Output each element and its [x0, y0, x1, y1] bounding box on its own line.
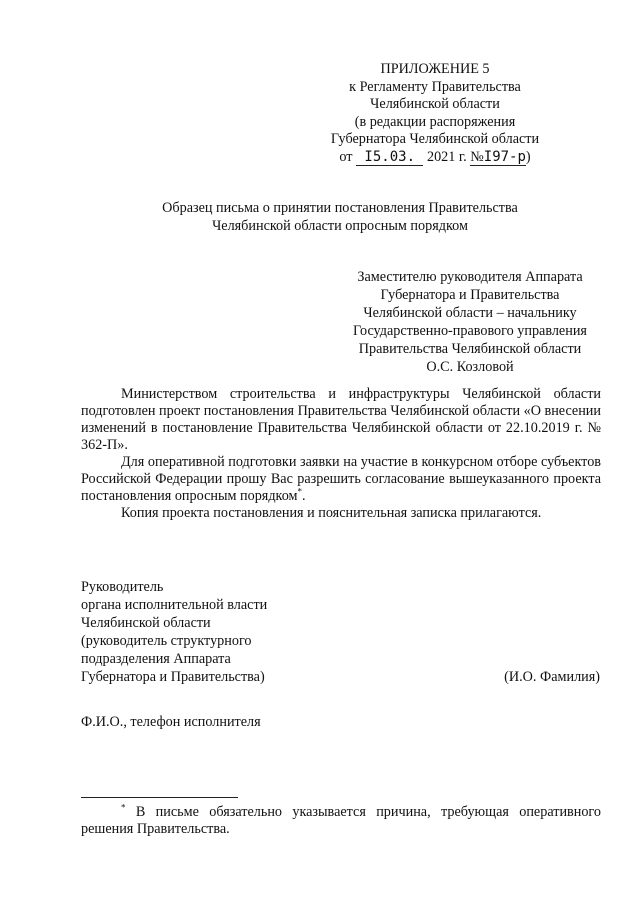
addressee-block [320, 269, 620, 377]
footnote-mark: * [297, 486, 303, 497]
footnote-divider [81, 797, 238, 798]
footnote-mark: * [121, 802, 126, 813]
body-paragraph: Министерством строительства и инфраструктуры Челябинской области подготовлен проект постановления Правительства Челябинской области «О внесении изменений в постановление Правительства Челябинской области от 22.10.2019 г. № 362-П». [81, 386, 601, 453]
body-paragraph: Для оперативной подготовки заявки на участие в конкурсном отборе субъектов Российской Федерации прошу Вас разрешить согласование вышеуказанного проекта постановления опросным порядком*. [81, 454, 601, 504]
signature-line: органа исполнительной власти [81, 597, 268, 613]
date-prefix: от [339, 148, 353, 165]
document-number: №I97-р [470, 148, 526, 165]
addressee-name: О.С. Козловой [426, 359, 514, 375]
addressee-line: Государственно-правового управления [353, 323, 587, 339]
title-line: Челябинской области опросным порядком [212, 218, 468, 234]
signatory-name: (И.О. Фамилия) [504, 669, 600, 685]
appendix-line: к Регламенту Правительства [349, 78, 521, 95]
appendix-line: Челябинской области [370, 96, 500, 113]
signature-line: Руководитель [81, 579, 164, 595]
sample-title [100, 200, 580, 236]
appendix-date-line: от I5.03. 2021 г. №I97-р) [339, 148, 531, 165]
year: 2021 г. [426, 148, 467, 165]
executor-info: Ф.И.О., телефон исполнителя [81, 714, 261, 730]
addressee-line: Правительства Челябинской области [358, 341, 582, 357]
title-line: Образец письма о принятии постановления Правительства [162, 200, 518, 216]
addressee-line: Челябинской области – начальнику [363, 305, 577, 321]
addressee-line: Заместителю руководителя Аппарата [357, 269, 583, 285]
footnote [81, 804, 601, 838]
signature-line: Челябинской области [81, 615, 211, 631]
signature-block [81, 579, 381, 687]
appendix-header [300, 61, 570, 167]
footnote-text: В письме обязательно указывается причина, требующая оперативного решения Правительства. [81, 804, 601, 837]
signature-line: Губернатора и Правительства) [81, 669, 265, 685]
body-paragraph: Копия проекта постановления и пояснительная записка прилагаются. [121, 505, 542, 521]
handwritten-date: I5.03. [356, 150, 423, 166]
signature-line: (руководитель структурного [81, 633, 252, 649]
addressee-line: Губернатора и Правительства [380, 287, 560, 303]
signature-line: подразделения Аппарата [81, 651, 231, 667]
appendix-line: (в редакции распоряжения [354, 113, 516, 130]
appendix-title: ПРИЛОЖЕНИЕ 5 [380, 61, 490, 77]
letter-body [81, 386, 601, 522]
appendix-line: Губернатора Челябинской области [330, 131, 540, 148]
